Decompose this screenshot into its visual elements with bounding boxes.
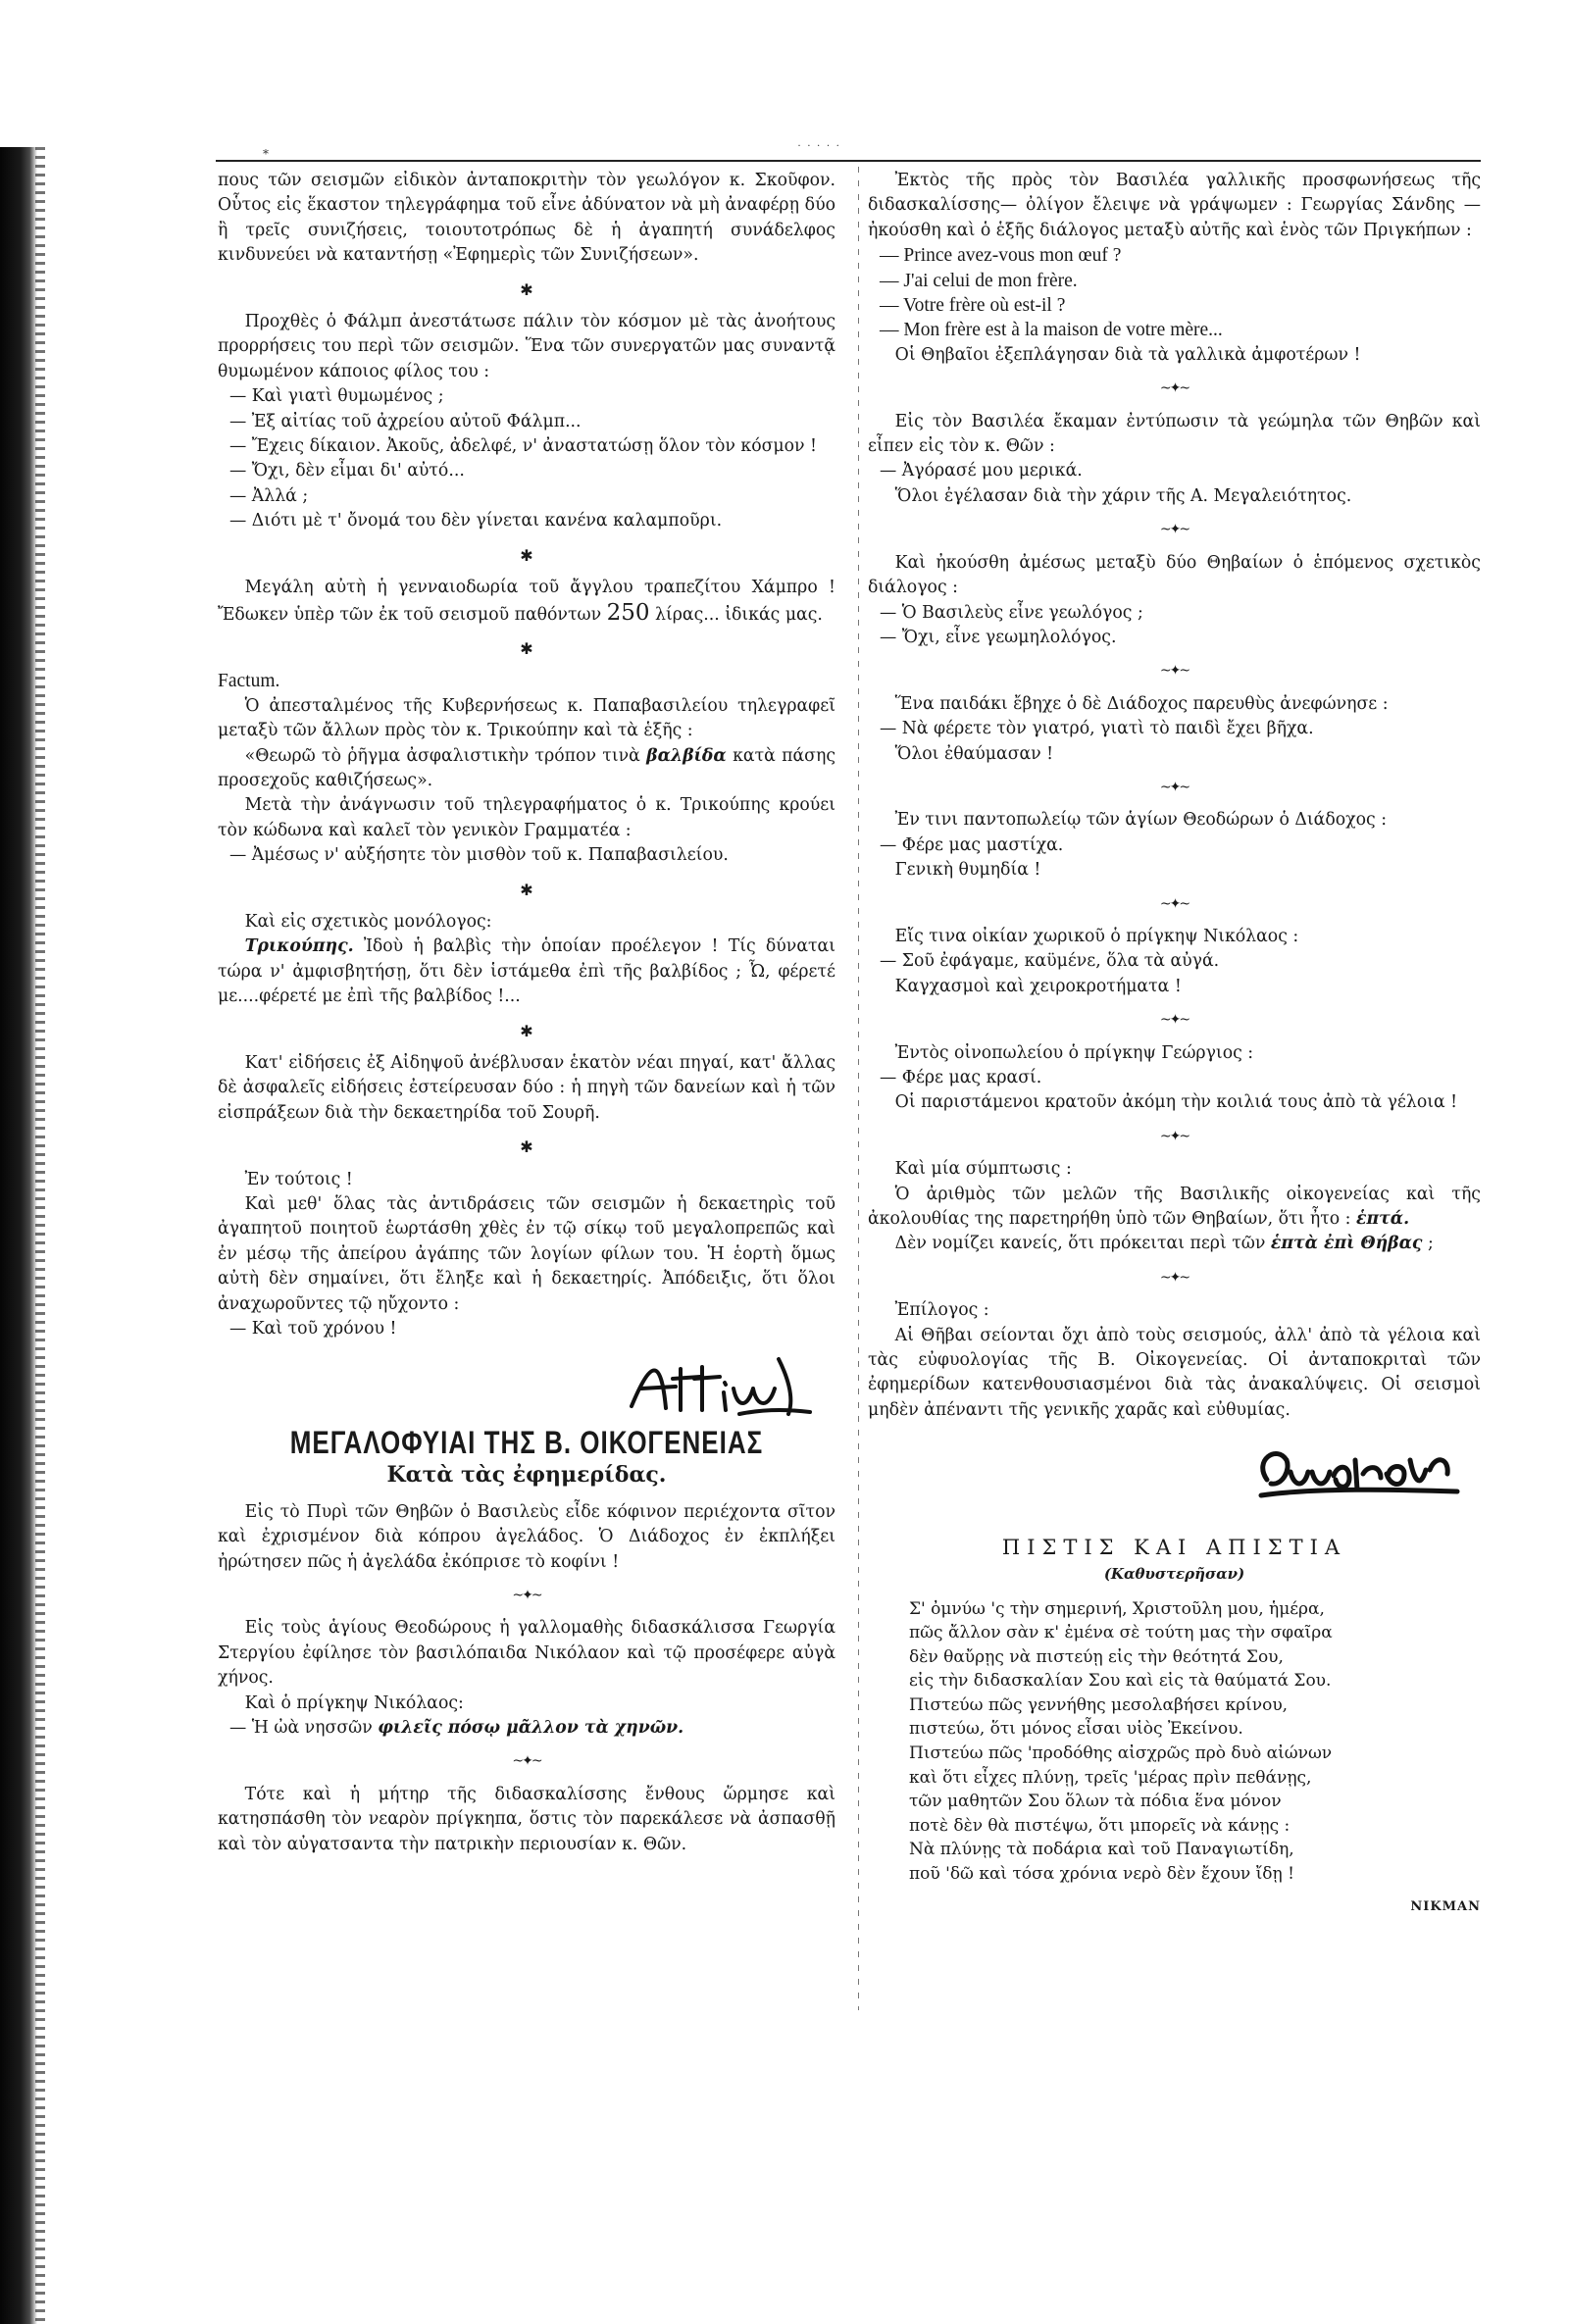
monologue-intro: Καὶ εἰς σχετικὸς μονόλογος:	[244, 911, 492, 932]
french-line: — Mon frère est à la maison de votre mère...	[880, 320, 1223, 341]
poem-line: εἰς τὴν διδασκαλίαν Σου καὶ εἰς τὰ θαύματά Σου.	[909, 1671, 1332, 1692]
dialogue-line: — Φέρε μας μαστίχα.	[880, 834, 1064, 855]
paragraph-french-address: Ἐκτὸς τῆς πρὸς τὸν Βασιλέα γαλλικῆς προσφωνήσεως τῆς διδασκαλίσσης— ὀλίγον ἔλειψε νὰ γράψωμεν : Γεωργίας Σάνδης — ἠκούσθη καὶ ὁ ἑξῆς διάλογος μεταξὺ αὐτῆς καὶ ἑνὸς τῶν Πριγκήπων :	[868, 171, 1481, 240]
signature-syngrafeus	[868, 1431, 1481, 1513]
left-column	[218, 169, 835, 1857]
poem-line: Πιστεύω πῶς 'προδόθης αἰσχρῶς πρὸ δυὸ αἰώνων	[909, 1743, 1333, 1764]
paragraph-nikolaos: Καὶ ὁ πρίγκηψ Νικόλαος:	[244, 1692, 464, 1713]
paragraph-potatoes: Εἰς τὸν Βασιλέα ἔκαμαν ἐντύπωσιν τὰ γεώμηλα τῶν Θηβῶν καὶ εἶπεν εἰς τὸν κ. Θῶν :	[868, 411, 1481, 457]
column-separator	[858, 167, 859, 2010]
paragraph-seven-thebes: Δὲν νομίζει κανείς, ὅτι πρόκειται περὶ τῶν ἑπτὰ ἐπὶ Θήβας ;	[894, 1234, 1434, 1254]
epilogue-heading: Ἐπίλογος :	[894, 1300, 989, 1321]
paragraph-bellies: Οἱ παριστάμενοι κρατοῦν ἀκόμη τὴν κοιλιά τους ἀπὸ τὰ γέλοια !	[894, 1092, 1458, 1113]
asterisk-separator: ✱	[520, 638, 533, 658]
french-line: — J'ai celui de mon frère.	[880, 270, 1078, 291]
dialogue-line: — Καὶ τοῦ χρόνου !	[229, 1319, 397, 1339]
paragraph-amazed: Ὅλοι ἐθαύμασαν !	[894, 743, 1054, 764]
paragraph-hambro: Μεγάλη αὐτὴ ἡ γενναιοδωρία τοῦ ἄγγλου τραπεζίτου Χάμπρο ! Ἔδωκεν ὑπὲρ τῶν ἐκ τοῦ σεισμοῦ παθόντων 250 λίρας... ἰδικάς μας.	[218, 578, 835, 626]
dialogue-line: — Νὰ φέρετε τὸν γιατρό, γιατὶ τὸ παιδὶ ἔχει βῆχα.	[880, 719, 1314, 739]
ornament-separator: ~✦~	[1159, 663, 1189, 680]
paragraph-mother: Τότε καὶ ἡ μήτηρ τῆς διδασκαλίσσης ἔνθους ὥρμησε καὶ κατησπάσθη τὸν νεαρὸν πρίγκηπα, ὅστις τὸν παρεκάλεσε νὰ ἀσπασθῇ καὶ τὸν αὐγατσαντα τὴν πατρικὴν περιουσίαν κ. Θῶν.	[218, 1784, 835, 1854]
ornament-separator: ~✦~	[1159, 895, 1189, 912]
asterisk-separator: ✱	[520, 1137, 533, 1157]
paragraph-tavern: Ἐντὸς οἰνοπωλείου ὁ πρίγκηψ Γεώργιος :	[894, 1042, 1254, 1063]
poem-line: δὲν θαὔρῃς νὰ πιστεύῃ εἰς τὴν θεότητά Σου,	[909, 1646, 1284, 1667]
headline-megalofyiai: ΜΕΓΑΛΟΦΥΙΑΙ ΤΗΣ Β. ΟΙΚΟΓΕΝΕΙΑΣ	[289, 1423, 764, 1461]
paragraph-grocery: Ἐν τινι παντοπωλείῳ τῶν ἁγίων Θεοδώρων ὁ Διάδοχος :	[894, 810, 1388, 831]
ornament-separator: ~✦~	[1159, 1012, 1189, 1029]
ornament-separator: ~✦~	[512, 1587, 541, 1603]
dialogue-line: — Σοῦ ἐφάγαμε, καϋμένε, ὅλα τὰ αὐγά.	[880, 951, 1220, 972]
paragraph-stergiou: Εἰς τοὺς ἁγίους Θεοδώρους ἡ γαλλομαθὴς διδασκάλισσα Γεωργία Στεργίου ἐφίλησε τὸν βασιλόπαιδα Νικόλαον καὶ τῷ προσέφερε αὐγὰ χήνος.	[218, 1618, 835, 1689]
poem-line: πιστεύω, ὅτι μόνος εἶσαι υἱὸς Ἐκείνου.	[909, 1719, 1243, 1740]
paragraph-skoufos: πους τῶν σεισμῶν εἰδικὸν ἀνταποκριτὴν τὸν γεωλόγον κ. Σκοῦφον. Οὗτος εἰς ἕκαστον τηλεγράφημα τοῦ εἶνε ἀδύνατον νὰ μὴ ἀναφέρῃ δύο ἢ τρεῖς συνιζήσεις, τοιουτοτρόπως δὲ ἡ ἀγαπητή συνάδελφος κινδυνεύει νὰ καταντήσῃ «Ἐφημερὶς τῶν Συνιζήσεων».	[218, 171, 835, 266]
top-rule	[216, 160, 1481, 162]
header-mark-center: ˙ ˙ ˙ ˙ ˙	[796, 143, 841, 157]
handwritten-signature	[1247, 1431, 1463, 1505]
dialogue-line: — Ἀμέσως ν' αὐξήσητε τὸν μισθὸν τοῦ κ. Παπαβασιλείου.	[229, 845, 729, 866]
poet-name: ΝΙΚΜΑΝ	[1410, 1898, 1481, 1914]
paragraph-thebans: Οἱ Θηβαῖοι ἐξεπλάγησαν διὰ τὰ γαλλικὰ ἀμφοτέρων !	[894, 344, 1361, 365]
dialogue-line: — Ἡ ὠὰ νησσῶν φιλεῖς πόσῳ μᾶλλον τὰ χηνῶν.	[229, 1717, 684, 1738]
poem-line: ποῦ 'δῶ καὶ τόσα χρόνια νερὸ δὲν ἔχουν ἴδῃ !	[909, 1864, 1294, 1885]
scan-dark-edge	[0, 147, 37, 2324]
poem	[868, 1597, 1481, 1887]
scan-edge-noise	[35, 147, 45, 2324]
poem-subtitle: (Καθυστερῆσαν)	[1103, 1565, 1245, 1584]
right-column	[868, 169, 1481, 1919]
poem-line: Νὰ πλύνῃς τὰ ποδάρια καὶ τοῦ Παναγιωτίδη,	[909, 1840, 1294, 1860]
telegram-quote: «Θεωρῶ τὸ ῥῆγμα ἀσφαλιστικὴν τρόπον τινὰ βαλβίδα κατὰ πάσης προσεχοῦς καθιζήσεως».	[218, 745, 835, 790]
paragraph-seven: Ὁ ἀριθμὸς τῶν μελῶν τῆς Βασιλικῆς οἰκογενείας καὶ τῆς ἀκολουθίας της παρετηρήθη ὑπὸ τῶν Θηβαίων, ὅτι ἦτο : ἑπτά.	[868, 1184, 1481, 1230]
dialogue-line: — Ὁ Βασιλεὺς εἶνε γεωλόγος ;	[880, 602, 1143, 623]
paragraph-coincidence: Καὶ μία σύμπτωσις :	[894, 1159, 1072, 1180]
paragraph-pyri: Εἰς τὸ Πυρὶ τῶν Θηβῶν ὁ Βασιλεὺς εἶδε κόφινον περιέχοντα σῖτον καὶ ἐχρισμένον διὰ κόπρου ἀγελάδος. Ὁ Διάδοχος ἐν ἐκπλήξει ἠρώτησεν πῶς ἡ ἀγελάδα ἐκόπρισε τὸ κοφίνι !	[218, 1501, 835, 1572]
paragraph-dekaetiris: Καὶ μεθ' ὅλας τὰς ἀντιδράσεις τῶν σεισμῶν ἡ δεκαετηρὶς τοῦ ἀγαπητοῦ ποιητοῦ ἑωρτάσθη χθὲς ἐν τῷ σίκῳ τοῦ μεγαλοπρεπῶς καὶ ἐν μέσῳ τῆς ἀπείρου ἀγάπης τῶν λογίων φίλων του. Ἡ ἑορτὴ ὅμως αὐτὴ δὲν σημαίνει, ὅτι ἔληξε καὶ ἡ δεκαετηρίς. Ἀπόδειξις, ὅτι ὅλοι ἀναχωροῦντες τῷ ηὔχοντο :	[218, 1194, 835, 1314]
french-line: — Votre frère où est-il ?	[880, 295, 1066, 317]
amount-number: 250	[606, 599, 650, 626]
paragraph-cough: Ἕνα παιδάκι ἔβηχε ὁ δὲ Διάδοχος παρευθὺς ἀνεφώνησε :	[894, 693, 1389, 714]
poem-title: ΠΙΣΤΙΣ ΚΑΙ ΑΠΙΣΤΙΑ	[1001, 1535, 1347, 1559]
ornament-separator: ~✦~	[1159, 1128, 1189, 1144]
dialogue-line: — Ἀλλά ;	[229, 485, 309, 506]
header-mark-left: ⁎	[263, 143, 269, 157]
dialogue-line: — Ἔχεις δίκαιον. Ἀκοῦς, ἀδελφέ, ν' ἀναστατώσῃ ὅλον τὸν κόσμον !	[229, 436, 817, 457]
ornament-separator: ~✦~	[1159, 779, 1189, 795]
asterisk-separator: ✱	[520, 880, 533, 899]
poem-line: τῶν μαθητῶν Σου ὅλων τὰ πόδια ἕνα μόνον	[909, 1792, 1282, 1812]
paragraph-epilogue: Αἱ Θῆβαι σείονται ὄχι ἀπὸ τοὺς σεισμούς, ἀλλ' ἀπὸ τὰ γέλοια καὶ τὰς εὐφυολογίας τῆς Β. Οἰκογενείας. Οἱ ἀνταποκριταὶ τῶν ἐφημερίδων κατενθουσιασμένοι διὰ τὰς ἀνακαλύψεις. Οἱ σεισμοὶ μηδὲν ἀπέναντι τῆς γενικῆς χαρᾶς καὶ εὐθυμίας.	[868, 1325, 1481, 1420]
paragraph-merriment: Γενικὴ θυμηδία !	[894, 860, 1041, 881]
ornament-separator: ~✦~	[1159, 522, 1189, 538]
asterisk-separator: ✱	[520, 279, 533, 299]
poem-line: Σ' ὀμνύω 'ς τὴν σημερινή, Χριστοῦλη μου, ἡμέρα,	[909, 1598, 1325, 1619]
paragraph-falb: Προχθὲς ὁ Φάλμπ ἀνεστάτωσε πάλιν τὸν κόσμον μὲ τὰς ἀνοήτους προρρήσεις του περὶ τῶν σεισμῶν. Ἕνα τῶν συνεργατῶν μας συναντᾷ θυμωμένον κάποιος φίλος του :	[218, 312, 835, 381]
asterisk-separator: ✱	[520, 545, 533, 565]
subheadline: Κατὰ τὰς ἐφημερίδας.	[386, 1462, 667, 1489]
paragraph-trikoupis: Μετὰ τὴν ἀνάγνωσιν τοῦ τηλεγραφήματος ὁ κ. Τρικούπης κρούει τὸν κώδωνα καὶ καλεῖ τὸν γενικὸν Γραμματέα :	[218, 795, 835, 840]
french-line: — Prince avez-vous mon œuf ?	[880, 245, 1122, 267]
paragraph-papavasileiou: Ὁ ἀπεσταλμένος τῆς Κυβερνήσεως κ. Παπαβασιλείου τηλεγραφεῖ μεταξὺ τῶν ἄλλων πρὸς τὸν κ. Τρικούπην καὶ τὰ ἑξῆς :	[218, 695, 835, 741]
ornament-separator: ~✦~	[1159, 1269, 1189, 1286]
handwritten-signature	[622, 1349, 818, 1420]
dialogue-line: — Καὶ γιατὶ θυμωμένος ;	[229, 386, 444, 407]
paragraph-dialogue-intro: Καὶ ἠκούσθη ἀμέσως μεταξὺ δύο Θηβαίων ὁ ἑπόμενος σχετικὸς διάλογος :	[868, 552, 1481, 598]
poem-line: καὶ ὅτι εἶχες πλύνῃ, τρεῖς 'μέρας πρὶν πεθάνῃς,	[909, 1767, 1312, 1788]
poem-line: πῶς ἄλλον σὰν κ' ἐμένα σὲ τούτη μας τὴν σφαῖρα	[909, 1623, 1333, 1643]
monologue: Τρικούπης. Ἰδοὺ ἡ βαλβὶς τὴν ὁποίαν προέλεγον ! Τίς δύναται τώρα ν' ἀμφισβητήσῃ, ὅτι δὲν ἱστάμεθα ἐπὶ τῆς βαλβίδος ; Ὦ, φέρετέ με....φέρετέ με ἐπὶ τῆς βαλβίδος !...	[218, 936, 835, 1007]
dialogue-line: — Φέρε μας κρασί.	[880, 1068, 1042, 1087]
signature-attikos	[218, 1349, 835, 1428]
ornament-separator: ~✦~	[512, 1753, 541, 1770]
ornament-separator: ~✦~	[1159, 380, 1189, 397]
paragraph-aidipsos: Κατ' εἰδήσεις ἐξ Αἰδηψοῦ ἀνέβλυσαν ἑκατὸν νέαι πηγαί, κατ' ἄλλας δὲ ἀσφαλεῖς εἰδήσεις ἐστείρευσαν δύο : ἡ πηγὴ τῶν δανείων καὶ ἡ τῶν εἰσπράξεων διὰ τὴν δεκαετηρίδα τοῦ Σουρῆ.	[218, 1053, 835, 1123]
poem-line: Πιστεύω πῶς γεννήθης μεσολαβήσει κρίνου,	[909, 1694, 1289, 1715]
paragraph-peasant-house: Εἴς τινα οἰκίαν χωρικοῦ ὁ πρίγκηψ Νικόλαος :	[894, 926, 1299, 946]
dialogue-line: — Διότι μὲ τ' ὄνομά του δὲν γίνεται κανένα καλαμποῦρι.	[229, 511, 723, 531]
paragraph-applause: Καγχασμοὶ καὶ χειροκροτήματα !	[894, 976, 1182, 996]
paragraph-laughter: Ὅλοι ἐγέλασαν διὰ τὴν χάριν τῆς Α. Μεγαλειότητος.	[894, 485, 1352, 506]
poem-line: ποτὲ δὲν θὰ πιστέψω, ὅτι μπορεῖς νὰ κάνῃς :	[909, 1815, 1291, 1836]
paragraph-en-toutois: Ἐν τούτοις !	[244, 1169, 353, 1189]
factum-heading: Factum.	[218, 671, 280, 692]
dialogue-line: — Ἐξ αἰτίας τοῦ ἀχρείου αὐτοῦ Φάλμπ...	[229, 411, 582, 431]
dialogue-line: — Ὄχι, δὲν εἶμαι δι' αὐτό...	[229, 461, 465, 481]
asterisk-separator: ✱	[520, 1021, 533, 1040]
dialogue-line: — Ἀγόρασέ μου μερικά.	[880, 461, 1083, 481]
dialogue-line: — Ὄχι, εἶνε γεωμηλολόγος.	[880, 627, 1117, 647]
